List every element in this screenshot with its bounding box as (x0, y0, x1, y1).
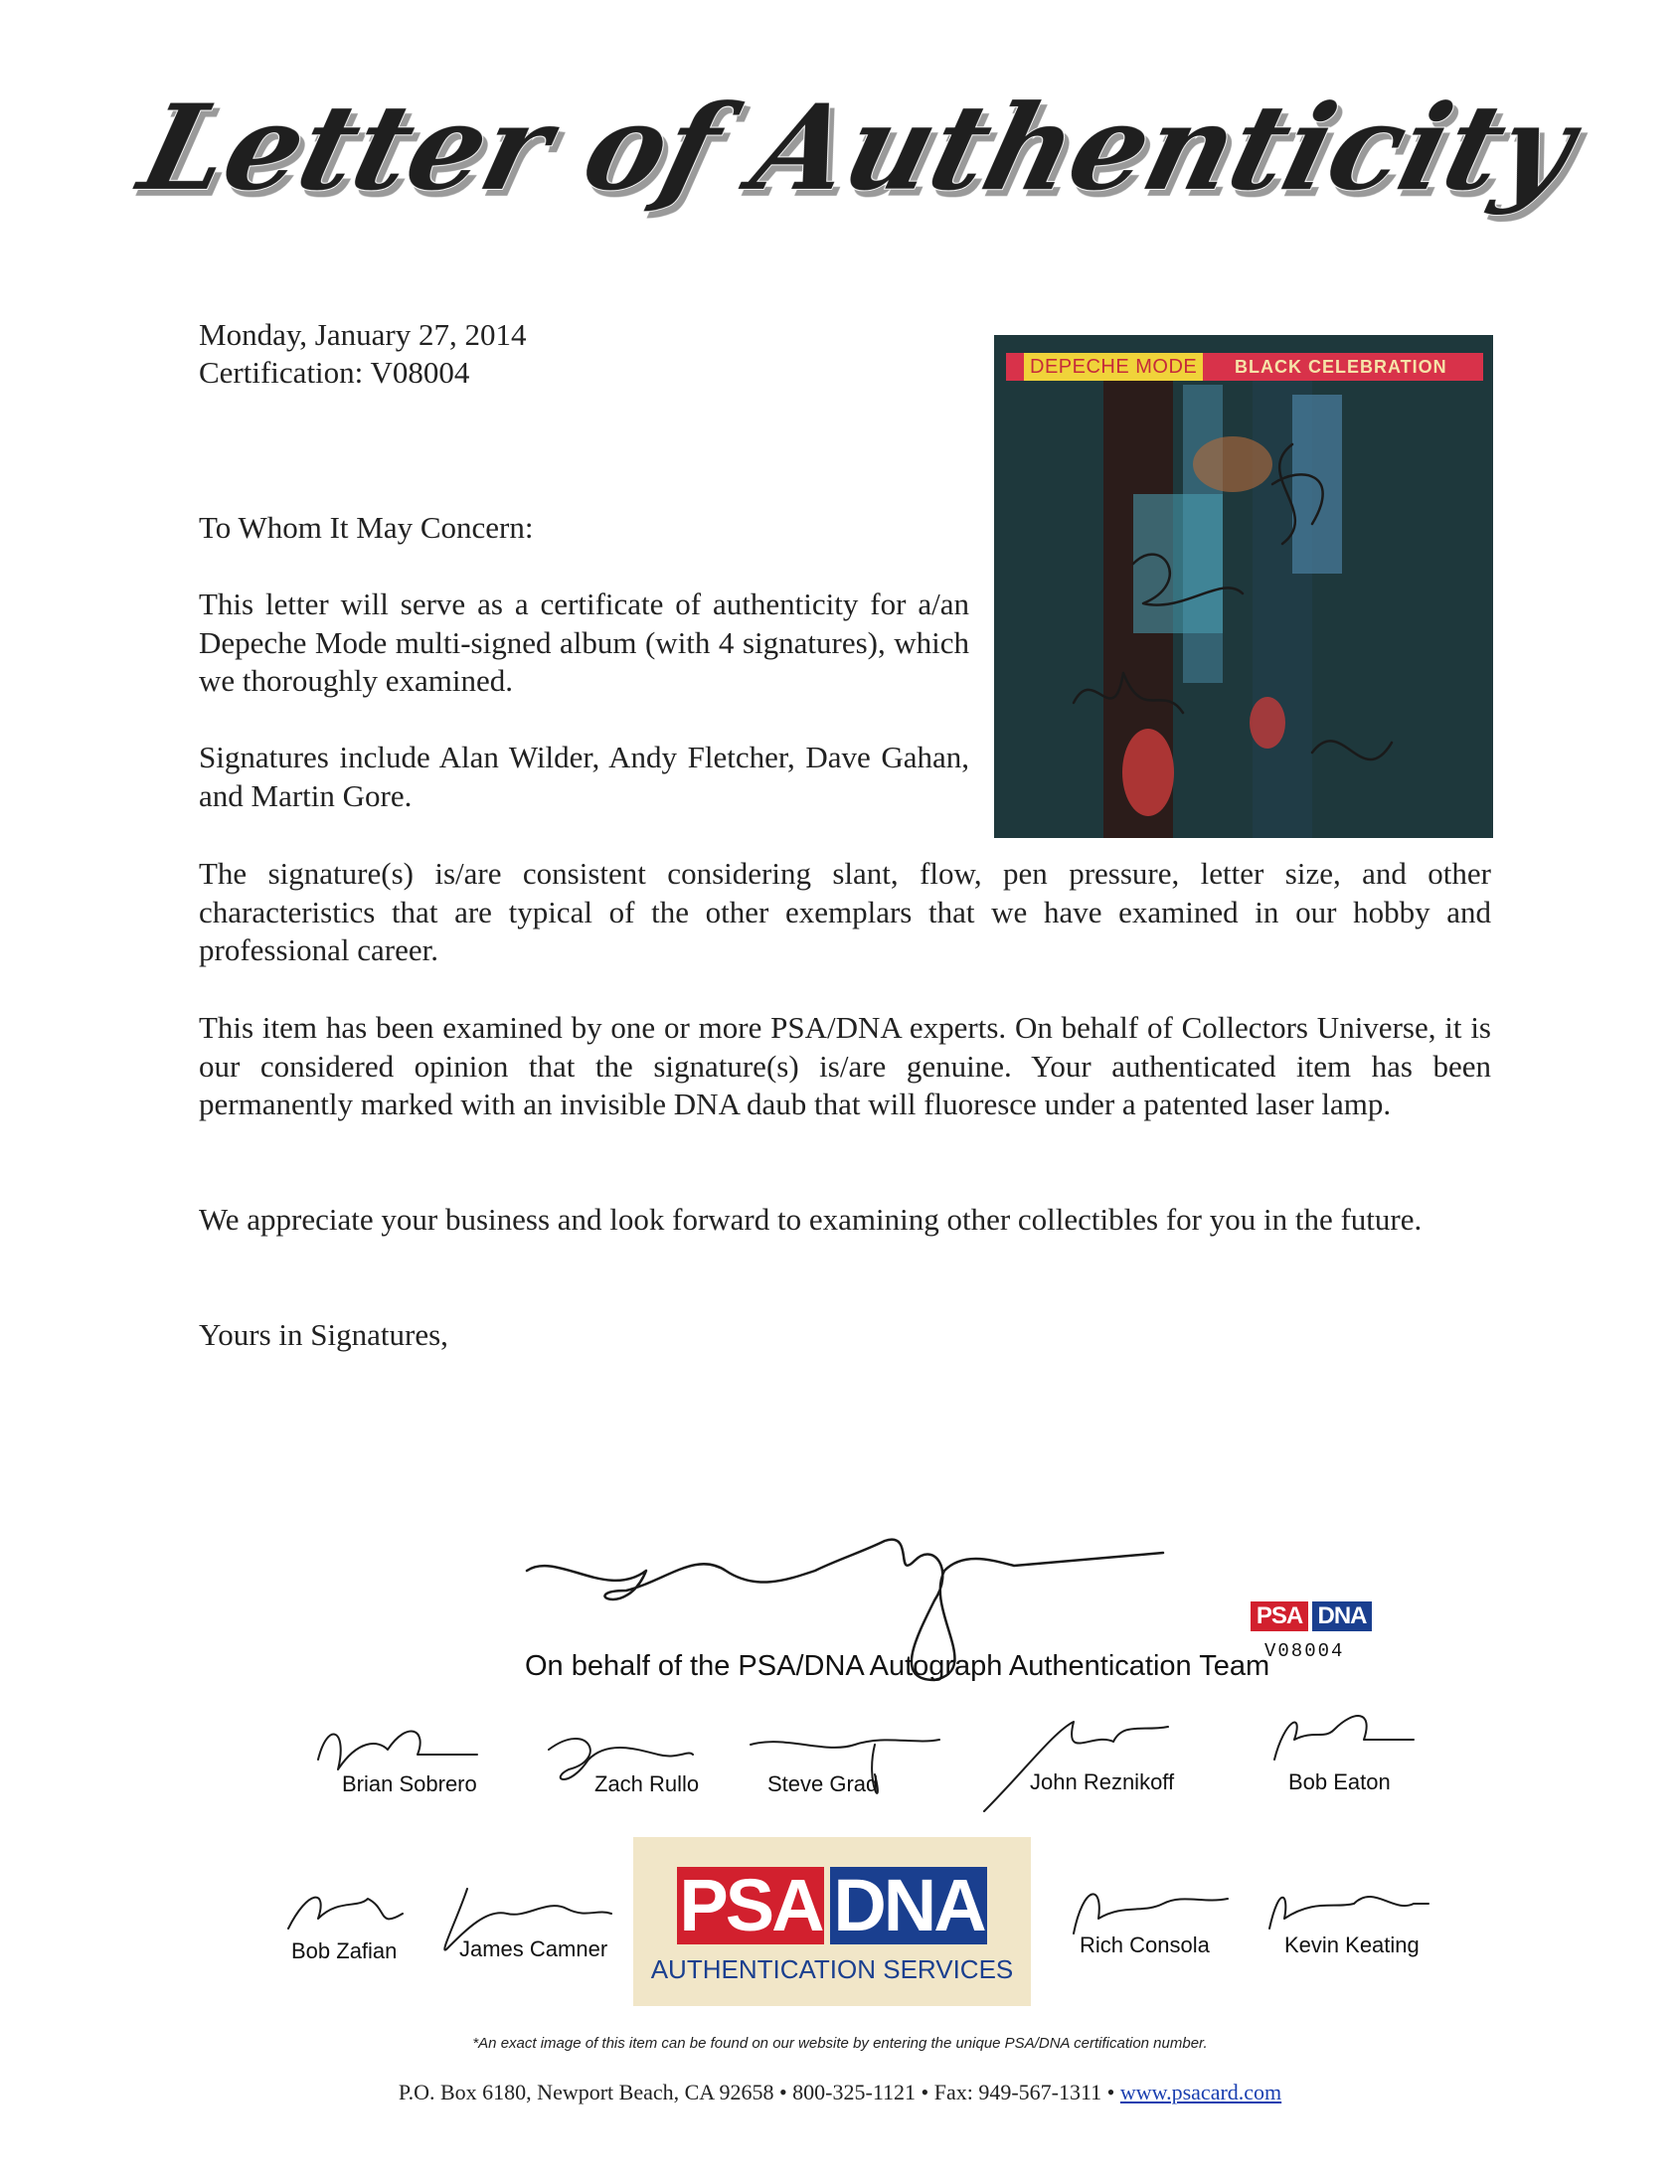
paragraph-examination: This item has been examined by one or more PSA/DNA experts. On behalf of Collectors Universe, it is our considered opinion that the signature(s) is/are genuine. Your authenticated item has been permanently marked with an invisible DNA daub that will fluoresce under a patented laser lamp. (199, 1010, 1491, 1121)
signature-john-reznikoff (974, 1712, 1183, 1821)
paragraph-intro: This letter will serve as a certificate of authenticity for a/an Depeche Mode multi-signed album (with 4 signatures), which we thoroughly examined. (199, 587, 969, 698)
title-text: Letter of Authenticity (127, 80, 1588, 218)
psa-dna-logo (633, 1837, 1031, 2006)
signer-steve-grad: Steve Grad (767, 1771, 879, 1796)
album-banner (1006, 353, 1483, 381)
album-band-name: DEPECHE MODE (1024, 353, 1203, 381)
signature-bob-zafian (278, 1879, 408, 1938)
signer-kevin-keating: Kevin Keating (1284, 1932, 1420, 1957)
logo-dna: DNA (830, 1867, 987, 1944)
paragraph-appreciation: We appreciate your business and look forward to examining other collectibles for you in the future. (199, 1202, 1423, 1237)
signer-zach-rullo: Zach Rullo (594, 1771, 700, 1796)
album-title: BLACK CELEBRATION (1235, 357, 1447, 377)
letter-of-authenticity-title (127, 40, 1588, 288)
logo-authentication-services: AUTHENTICATION SERVICES (650, 1954, 1014, 1984)
logo-psa: PSA (677, 1867, 824, 1944)
signature-steve-grad (746, 1725, 944, 1814)
signer-bob-eaton: Bob Eaton (1288, 1769, 1391, 1794)
salutation: To Whom It May Concern: (199, 510, 534, 545)
closing: Yours in Signatures, (199, 1317, 448, 1352)
mini-logo-psa: PSA (1251, 1601, 1308, 1631)
psa-dna-mini-logo (1251, 1601, 1372, 1631)
team-line: On behalf of the PSA/DNA Autograph Authentication Team (525, 1650, 1270, 1682)
signer-rich-consola: Rich Consola (1080, 1932, 1210, 1957)
signer-bob-zafian: Bob Zafian (291, 1938, 398, 1963)
footer-address (0, 2080, 1680, 2105)
letter-date: Monday, January 27, 2014 (199, 317, 527, 352)
disclaimer: *An exact image of this item can be found on our website by entering the unique PSA/DNA certification number. (472, 2035, 1208, 2052)
paragraph-signatures: Signatures include Alan Wilder, Andy Fletcher, Dave Gahan, and Martin Gore. (199, 740, 969, 813)
footer-address-text: P.O. Box 6180, Newport Beach, CA 92658 • 800-325-1121 • Fax: 949-567-1311 • (398, 2080, 1120, 2104)
signer-john-reznikoff: John Reznikoff (1030, 1769, 1175, 1794)
certification-number: Certification: V08004 (199, 355, 470, 390)
website-link[interactable]: www.psacard.com (1119, 2080, 1282, 2104)
signer-brian-sobrero: Brian Sobrero (342, 1771, 477, 1796)
paragraph-consistency: The signature(s) is/are consistent considering slant, flow, pen pressure, letter size, and other characteristics that are typical of the other exemplars that we have examined in our hobby and professional career. (199, 856, 1491, 967)
signature-bob-eaton (1255, 1700, 1424, 1779)
date-block (199, 316, 526, 392)
signer-james-camner: James Camner (459, 1936, 608, 1961)
mini-logo-dna: DNA (1312, 1601, 1372, 1631)
album-artwork (994, 335, 1493, 838)
album-cover-image (994, 335, 1493, 838)
cert-number-label: V08004 (1264, 1640, 1345, 1662)
